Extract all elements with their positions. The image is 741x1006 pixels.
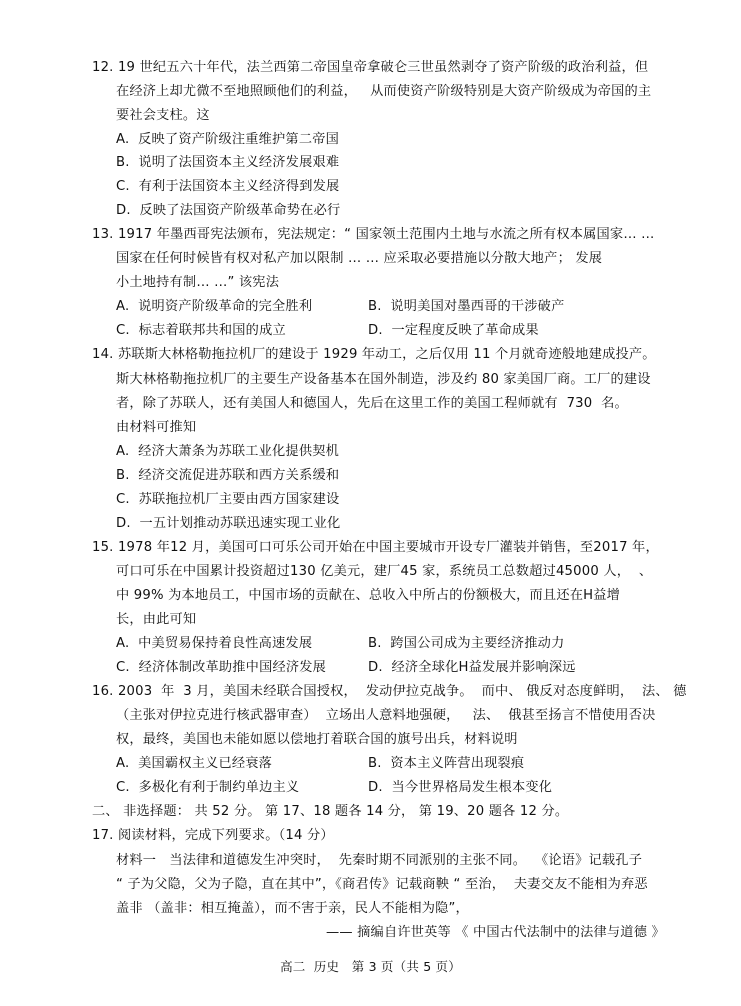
- q14-option-c: C. 苏联拖拉机厂主要由西方国家建设: [116, 492, 340, 507]
- q12-option-c: C. 有利于法国资本主义经济得到发展: [116, 179, 340, 194]
- q15-stem-line-2: 可口可乐在中国累计投资超过130 亿美元，建厂45 家，系统员工总数超过45000 人， 、: [116, 564, 653, 579]
- q17-source-citation: —— 摘编自许世英等 《 中国古代法制中的法律与道德 》: [326, 925, 665, 940]
- q12-stem-line-1: 12. 19 世纪五六十年代，法兰西第二帝国皇帝拿破仑三世虽然剥夺了资产阶级的政治利益，但: [92, 60, 649, 75]
- q13-option-a: A. 说明资产阶级革命的完全胜利: [116, 299, 313, 314]
- q16-stem-line-1: 16. 2003 年 3 月，美国未经联合国授权， 发动伊拉克战争。 而中、 俄反对态度鲜明， 法、 德: [92, 684, 687, 699]
- q16-option-d: D. 当今世界格局发生根本变化: [368, 780, 553, 795]
- q12-option-d: D. 反映了法国资产阶级革命势在必行: [116, 203, 341, 218]
- q13-option-c: C. 标志着联邦共和国的成立: [116, 323, 286, 338]
- q14-stem-line-1: 14. 苏联斯大林格勒拖拉机厂的建设于 1929 年动工，之后仅用 11 个月就奇迹般地建成投产。: [92, 347, 656, 362]
- page-footer: 高二 历史 第 3 页（共 5 页）: [280, 959, 461, 974]
- q14-option-b: B. 经济交流促进苏联和西方关系缓和: [116, 468, 340, 483]
- q17-heading: 17. 阅读材料，完成下列要求。（14 分）: [92, 828, 334, 843]
- q17-material-line-2: “ 子为父隐，父为子隐，直在其中”，《商君传》记载商鞅 “ 至治， 夫妻交友不能相为弃恶: [116, 877, 648, 892]
- q14-stem-line-3: 者，除了苏联人，还有美国人和德国人，先后在这里工作的美国工程师就有 730 名。: [116, 396, 628, 411]
- q15-option-a: A. 中美贸易保持着良性高速发展: [116, 636, 313, 651]
- q13-option-d: D. 一定程度反映了革命成果: [368, 323, 539, 338]
- q12-stem-line-3: 要社会支柱。这: [116, 108, 210, 123]
- q15-stem-line-4: 长，由此可知: [116, 612, 197, 627]
- q16-stem-line-2: （主张对伊拉克进行核武器审查） 立场出人意料地强硬， 法、 俄甚至扬言不惜使用否决: [116, 708, 656, 723]
- q16-option-b: B. 资本主义阵营出现裂痕: [368, 756, 525, 771]
- q17-material-line-1: 材料一 当法律和道德发生冲突时， 先秦时期不同派别的主张不同。 《论语》记载孔子: [116, 853, 643, 868]
- q17-material-line-3: 盖非 （盖非：相互掩盖），而不害于亲，民人不能相为隐”，: [116, 901, 469, 916]
- q14-option-d: D. 一五计划推动苏联迅速实现工业化: [116, 516, 341, 531]
- q16-option-a: A. 美国霸权主义已经衰落: [116, 756, 273, 771]
- q15-option-d: D. 经济全球化H益发展并影响深远: [368, 660, 576, 675]
- section-heading: 二、 非选择题： 共 52 分。 第 17、18 题各 14 分， 第 19、20 题各 12 分。: [92, 804, 569, 819]
- q13-stem-line-3: 小土地持有制… …” 该宪法: [116, 275, 280, 290]
- q16-option-c: C. 多极化有利于制约单边主义: [116, 780, 300, 795]
- q13-stem-line-1: 13. 1917 年墨西哥宪法颁布，宪法规定：“ 国家领土范围内土地与水流之所有权本属国家… …: [92, 227, 655, 242]
- q12-option-b: B. 说明了法国资本主义经济发展艰难: [116, 155, 340, 170]
- q12-stem-line-2: 在经济上却尤微不至地照顾他们的利益， 从而使资产阶级特别是大资产阶级成为帝国的主: [116, 84, 652, 99]
- q15-option-b: B. 跨国公司成为主要经济推动力: [368, 636, 565, 651]
- q13-stem-line-2: 国家在任何时候皆有权对私产加以限制 … … 应采取必要措施以分散大地产； 发展: [116, 251, 603, 266]
- q15-stem-line-1: 15. 1978 年12 月，美国可口可乐公司开始在中国主要城市开设专厂灌装并销售，至2017 年，: [92, 540, 659, 555]
- q15-option-c: C. 经济体制改革助推中国经济发展: [116, 660, 327, 675]
- q14-stem-line-2: 斯大林格勒拖拉机厂的主要生产设备基本在国外制造，涉及约 80 家美国厂商。工厂的建设: [116, 372, 651, 387]
- q13-option-b: B. 说明美国对墨西哥的干涉破产: [368, 299, 565, 314]
- q14-stem-line-4: 由材料可推知: [116, 420, 197, 435]
- q14-option-a: A. 经济大萧条为苏联工业化提供契机: [116, 444, 339, 459]
- q16-stem-line-3: 权，最终，美国也未能如愿以偿地打着联合国的旗号出兵，材料说明: [116, 732, 518, 747]
- q12-option-a: A. 反映了资产阶级注重维护第二帝国: [116, 132, 339, 147]
- q15-stem-line-3: 中 99% 为本地员工，中国市场的贡献在、总收入中所占的份额极大，而且还在H益增: [116, 588, 620, 603]
